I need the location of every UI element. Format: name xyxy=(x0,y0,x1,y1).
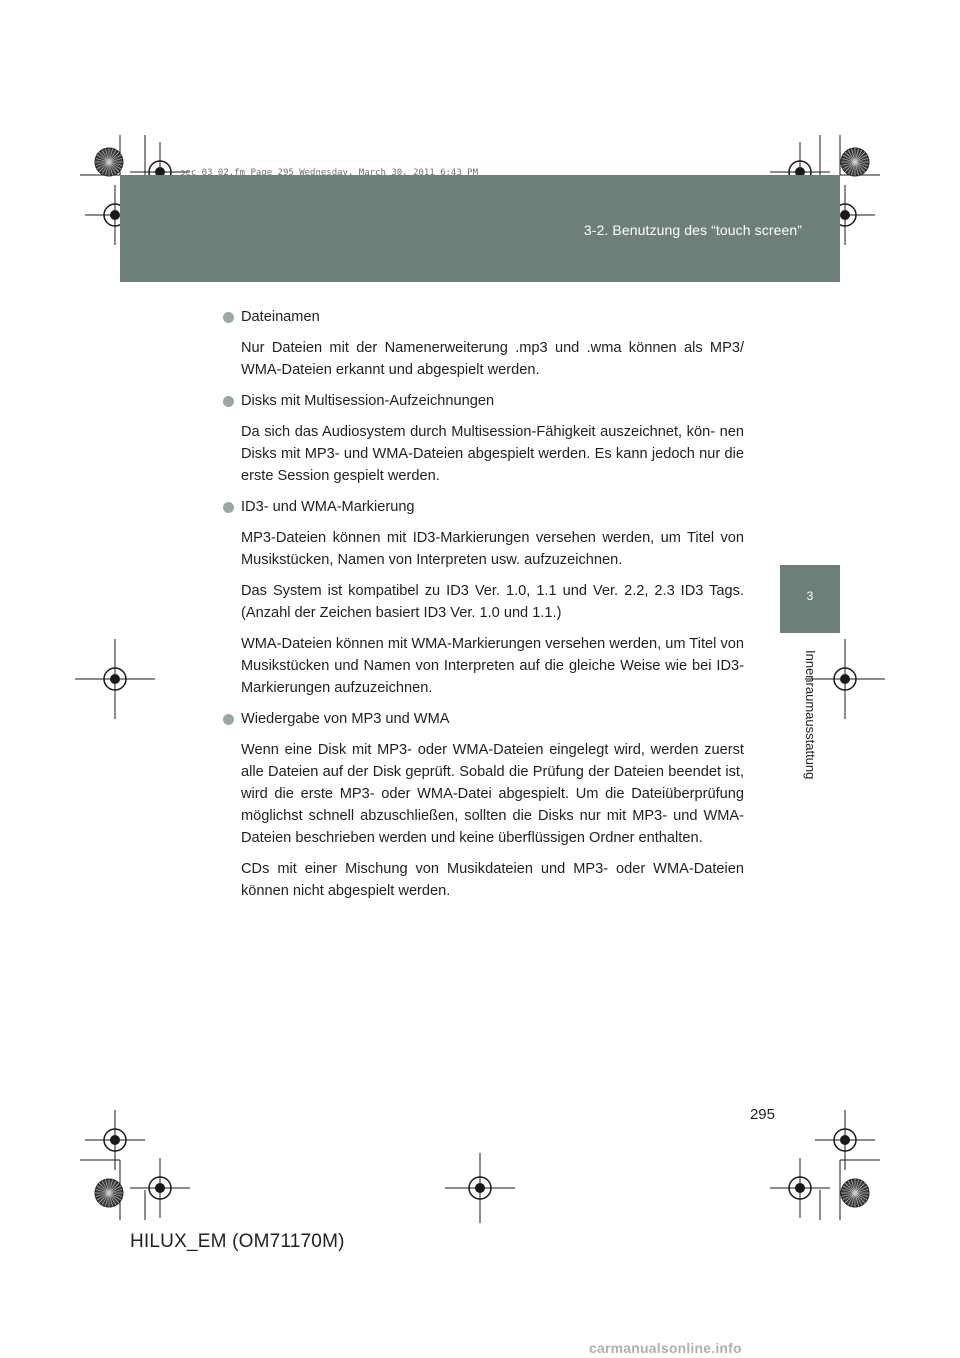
registration-dot-icon xyxy=(110,210,120,220)
file-stamp: sec_03_02.fm Page 295 Wednesday, March 30, 2011 6:43 PM xyxy=(180,168,479,178)
paragraph: WMA-Dateien können mit WMA-Markierungen versehen werden, um Titel von Musikstücken und Namen von Interpreten auf die gleiche Weise wie bei ID3-Markierungen aufzuzeichnen. xyxy=(241,636,744,696)
paragraph: Wenn eine Disk mit MP3- oder WMA-Dateien eingelegt wird, werden zuerst alle Dateien auf der Disk geprüft. Sobald die Prüfung der Dateien beendet ist, wird die erste MP3- oder WMA-Datei abgespielt. Um die Dateiüberprüfung möglichst schnell abzuschließen, sollten die Disks nur mit MP3- und WMA-Dateien beschrieben werden und keine überflüssigen Ordner enthalten. xyxy=(241,742,744,846)
main-content xyxy=(224,306,744,911)
bullet-section xyxy=(224,390,744,412)
registration-dot-icon xyxy=(840,210,850,220)
bullet-dot-icon xyxy=(223,396,234,407)
header-band xyxy=(120,175,840,282)
bullet-heading: Disks mit Multisession-Aufzeichnungen xyxy=(241,393,495,409)
registration-dot-icon xyxy=(840,674,850,684)
bullet-section xyxy=(224,306,744,328)
bullet-heading: ID3- und WMA-Markierung xyxy=(241,499,415,515)
watermark: carmanualsonline.info xyxy=(589,1340,742,1356)
bullet-heading: Dateinamen xyxy=(241,309,320,325)
bullet-dot-icon xyxy=(223,312,234,323)
paragraph: MP3-Dateien können mit ID3-Markierungen versehen werden, um Titel von Musikstücken, Namen von Interpreten usw. aufzuzeichnen. xyxy=(241,530,744,568)
registration-dot-icon xyxy=(475,1183,485,1193)
chapter-label: Innenraumausstattung xyxy=(803,650,818,780)
registration-dot-icon xyxy=(155,1183,165,1193)
registration-dot-icon xyxy=(840,1135,850,1145)
model-code: HILUX_EM (OM71170M) xyxy=(130,1231,345,1252)
chapter-number: 3 xyxy=(806,589,814,603)
section-title: 3-2. Benutzung des “touch screen” xyxy=(583,222,802,238)
bullet-dot-icon xyxy=(223,502,234,513)
paragraph: Da sich das Audiosystem durch Multisession-Fähigkeit auszeichnet, kön- nen Disks mit MP3- und WMA-Dateien abgespielt werden. Es kann jedoch nur die erste Session gespielt werden. xyxy=(241,424,744,484)
bullet-heading: Wiedergabe von MP3 und WMA xyxy=(241,711,450,727)
paragraph: Nur Dateien mit der Namenerweiterung .mp3 und .wma können als MP3/ WMA-Dateien erkannt und abgespielt werden. xyxy=(241,340,744,378)
paragraph: Das System ist kompatibel zu ID3 Ver. 1.0, 1.1 und Ver. 2.2, 2.3 ID3 Tags. (Anzahl der Zeichen basiert ID3 Ver. 1.0 und 1.1.) xyxy=(241,583,744,621)
registration-dot-icon xyxy=(110,674,120,684)
page-number: 295 xyxy=(749,1106,775,1123)
paragraph: CDs mit einer Mischung von Musikdateien und MP3- oder WMA-Dateien können nicht abgespielt werden. xyxy=(241,861,744,899)
registration-dot-icon xyxy=(110,1135,120,1145)
registration-dot-icon xyxy=(795,1183,805,1193)
bullet-dot-icon xyxy=(223,714,234,725)
bullet-section xyxy=(224,496,744,518)
bullet-section xyxy=(224,708,744,730)
chapter-tab xyxy=(780,565,840,633)
